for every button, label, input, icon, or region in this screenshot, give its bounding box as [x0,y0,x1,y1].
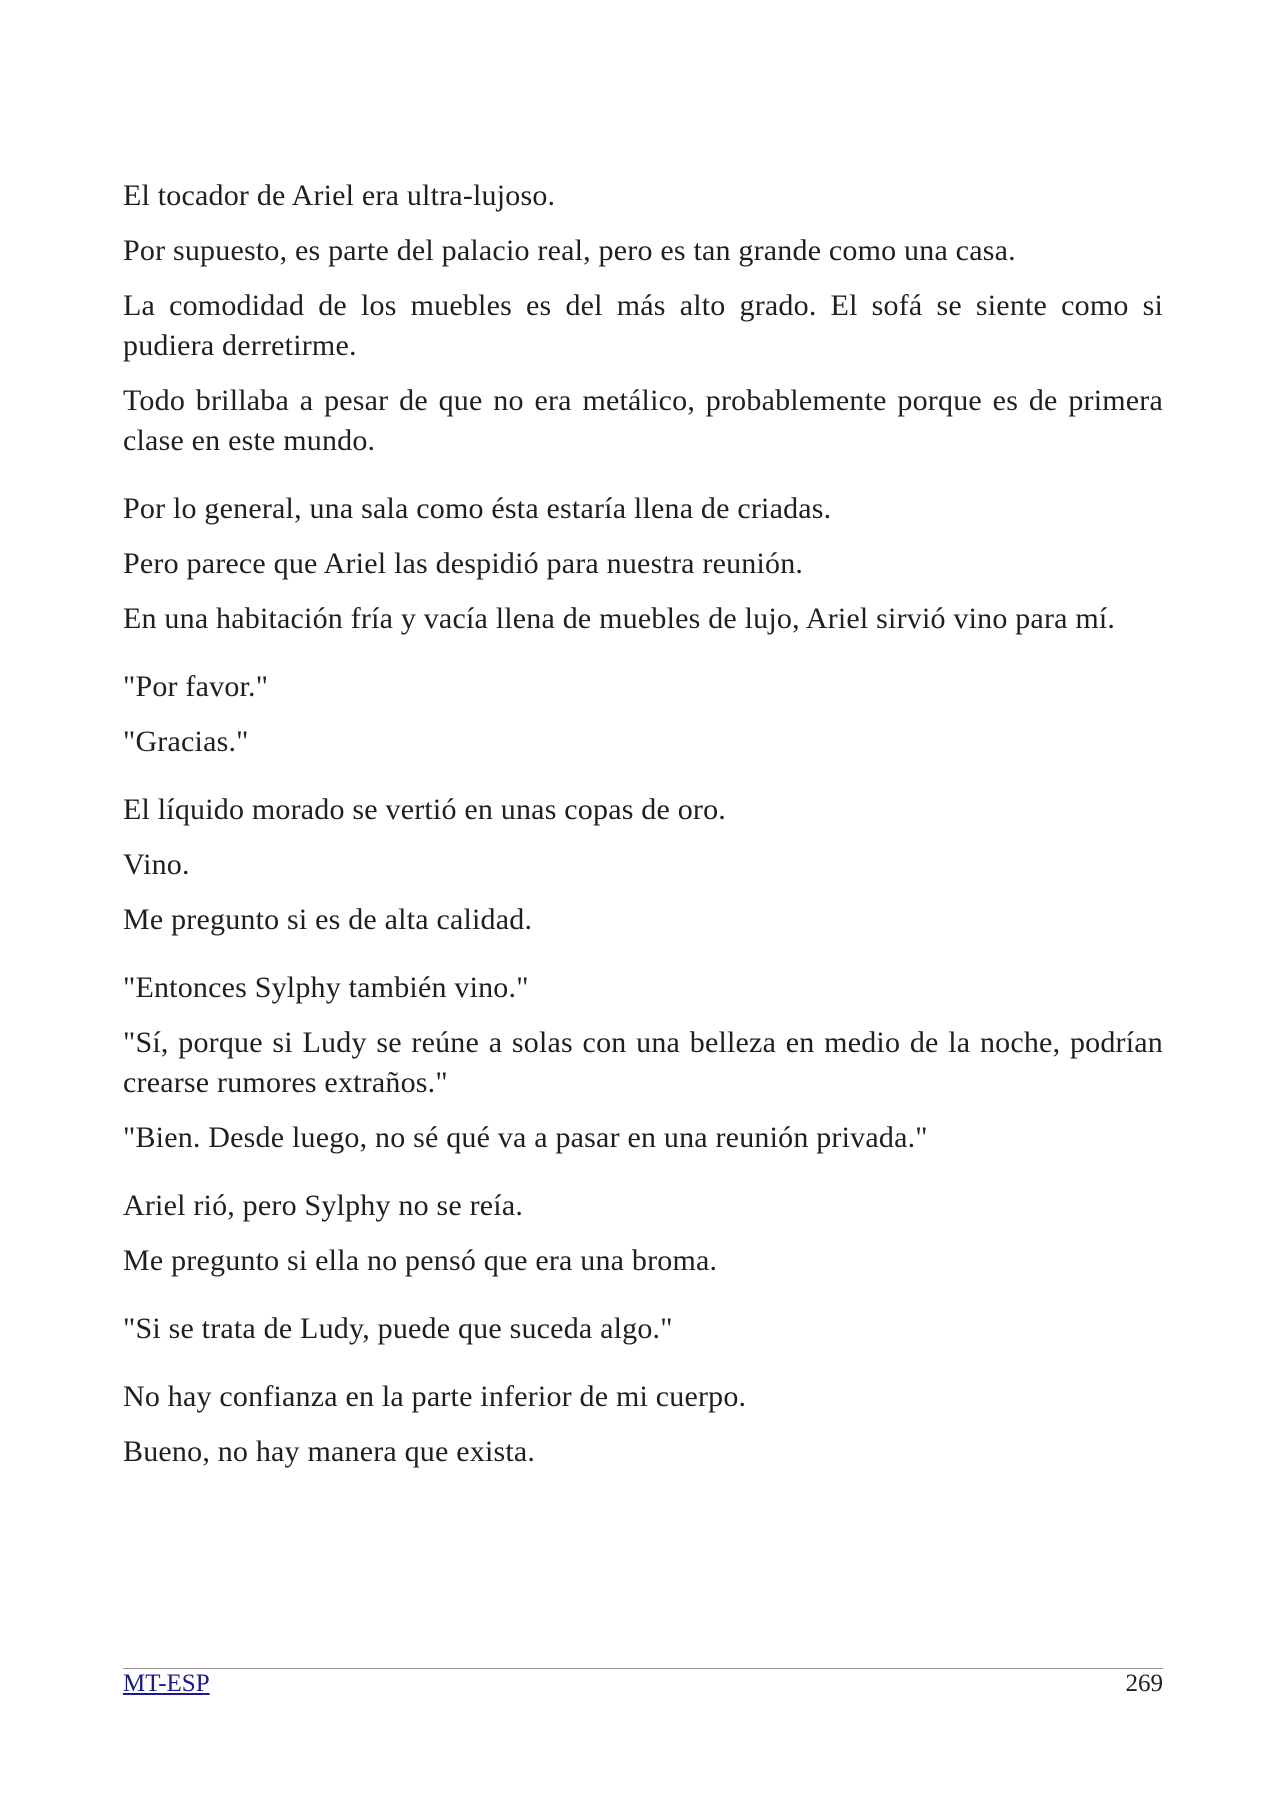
paragraph: En una habitación fría y vacía llena de muebles de lujo, Ariel sirvió vino para mí. [123,602,1116,635]
paragraph: "Bien. Desde luego, no sé qué va a pasar en una reunión privada." [123,1121,928,1154]
body-text [123,176,1163,1487]
paragraph: La comodidad de los muebles es del más alto grado. El sofá se siente como si pudiera derretirme. [123,289,1163,362]
paragraph: Todo brillaba a pesar de que no era metálico, probablemente porque es de primera clase en este mundo. [123,384,1163,457]
paragraph: Me pregunto si ella no pensó que era una broma. [123,1244,718,1277]
paragraph: El líquido morado se vertió en unas copas de oro. [123,793,726,826]
paragraph: "Gracias." [123,725,249,758]
paragraph: "Si se trata de Ludy, puede que suceda algo." [123,1312,673,1345]
paragraph: Vino. [123,848,190,881]
footer-source-link[interactable]: MT-ESP [123,1670,210,1697]
paragraph: Por supuesto, es parte del palacio real, pero es tan grande como una casa. [123,234,1016,267]
page-number: 269 [1125,1670,1163,1697]
footer-divider [123,1668,1163,1669]
paragraph: Pero parece que Ariel las despidió para nuestra reunión. [123,547,804,580]
paragraph: No hay confianza en la parte inferior de mi cuerpo. [123,1380,747,1413]
paragraph: Me pregunto si es de alta calidad. [123,903,533,936]
paragraph: El tocador de Ariel era ultra-lujoso. [123,179,556,212]
paragraph: "Por favor." [123,670,269,703]
paragraph: Ariel rió, pero Sylphy no se reía. [123,1189,524,1222]
paragraph: "Sí, porque si Ludy se reúne a solas con una belleza en medio de la noche, podrían crearse rumores extraños." [123,1026,1163,1099]
paragraph: Por lo general, una sala como ésta estaría llena de criadas. [123,492,832,525]
paragraph: Bueno, no hay manera que exista. [123,1435,536,1468]
paragraph: "Entonces Sylphy también vino." [123,971,529,1004]
